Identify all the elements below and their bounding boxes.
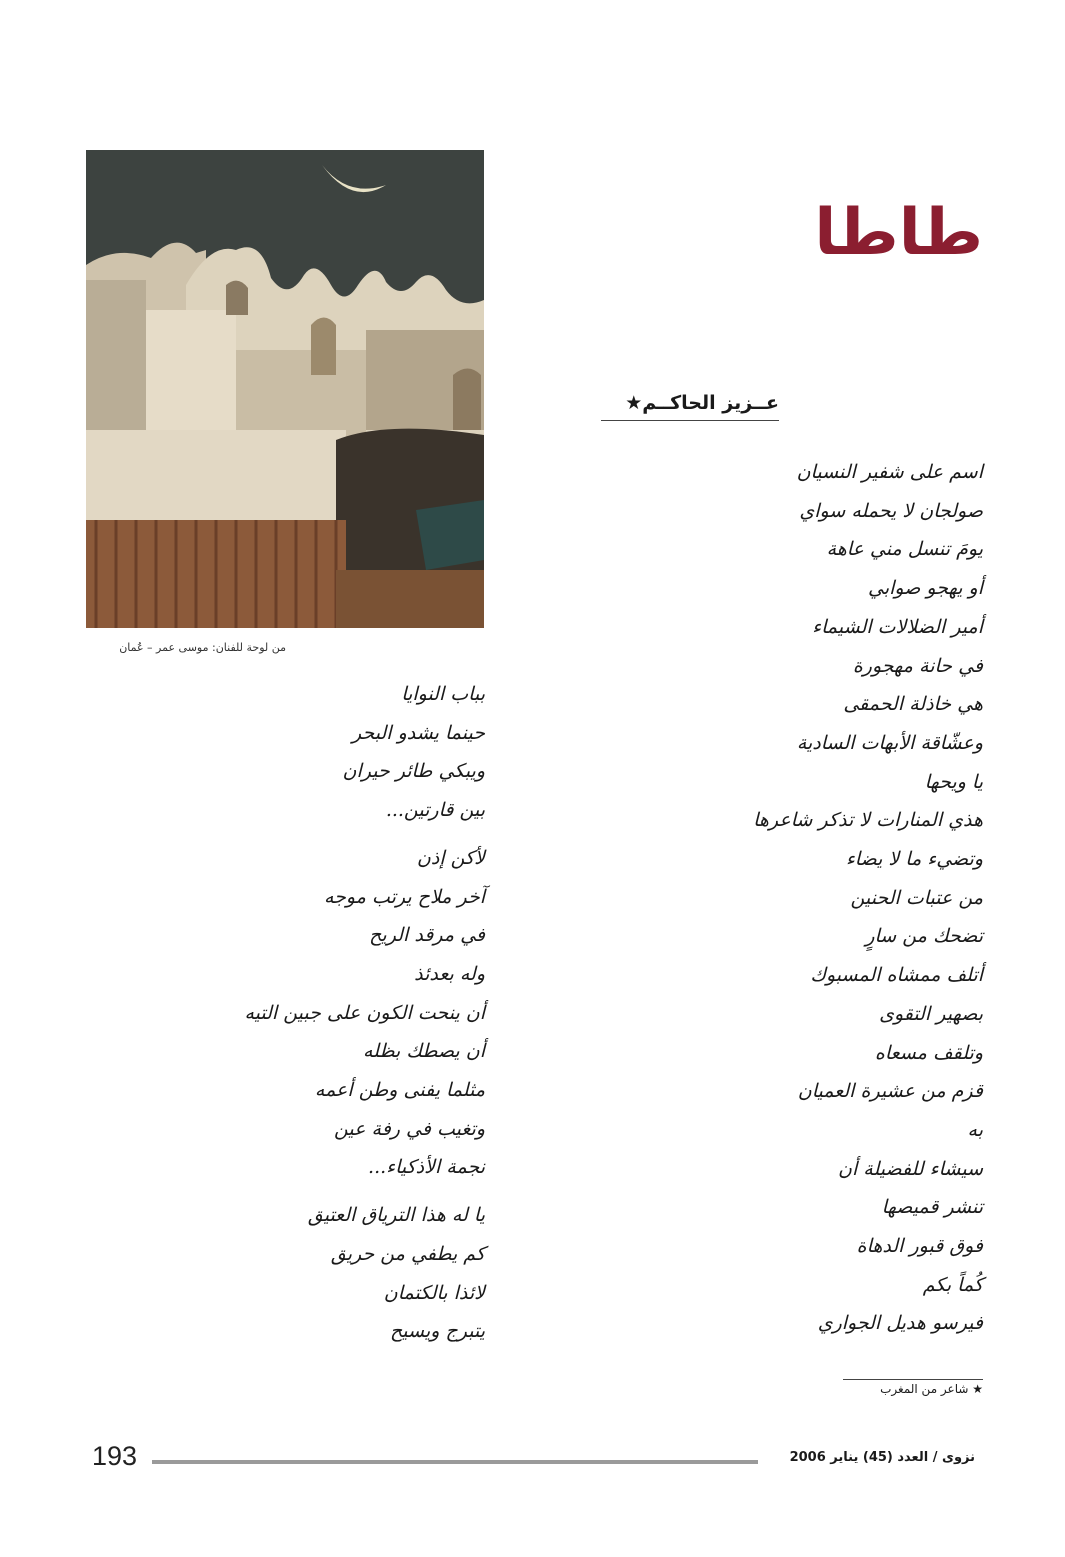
poem-line: لائذا بالكتمان xyxy=(383,1281,485,1304)
poem-line: يا ويحها xyxy=(924,770,983,793)
poem-line: فيرسو هديل الجواري xyxy=(817,1312,983,1335)
author-footnote: ★ شاعر من المغرب xyxy=(843,1379,983,1396)
poem-line: حينما يشدو البحر xyxy=(352,721,485,744)
poem-line: فوق قبور الدهاة xyxy=(856,1235,983,1258)
poem-line: يا له هذا الترياق العتيق xyxy=(307,1204,485,1227)
poem-line: هي خاذلة الحمقى xyxy=(843,693,983,716)
poem-line: بباب النوايا xyxy=(401,683,485,705)
poem-line: كُماً بكم xyxy=(922,1273,983,1296)
poem-line: وتغيب في رفة عين xyxy=(333,1117,485,1140)
poem-line: أن ينحت الكون على جبين التيه xyxy=(244,1001,485,1024)
page-number: 193 xyxy=(92,1441,138,1471)
poem-line: آخر ملاح يرتب موجه xyxy=(323,885,485,908)
poem-line: وله بعدئذ xyxy=(414,962,485,985)
poem-line: في حانة مهجورة xyxy=(852,654,983,677)
poem-line: مثلما يفنى وطن أعمه xyxy=(314,1079,485,1102)
poem-line: يتبرج ويسيح xyxy=(390,1320,485,1343)
poem-line: وتضيء ما لا يضاء xyxy=(845,848,983,871)
stanza-gap xyxy=(65,1187,485,1196)
poem-column-left xyxy=(65,675,485,1351)
poem-column-right xyxy=(563,453,983,1343)
author-name: عــزيز الحاكــم★ xyxy=(601,392,779,421)
poem-line: أمير الضلالات الشيماء xyxy=(812,615,983,638)
poem-line: سيشاء للفضيلة أن xyxy=(837,1157,983,1180)
poem-line: بين قارتين... xyxy=(385,799,485,822)
poem-line: اسم على شفير النسيان xyxy=(796,461,983,483)
poem-line: أن يصطك بظله xyxy=(362,1040,485,1063)
painting-image xyxy=(86,150,484,628)
poem-line: أتلف ممشاه المسبوك xyxy=(810,964,983,987)
poem-line: وعشّاقة الأبهات السادية xyxy=(796,731,983,754)
poem-line: قزم من عشيرة العميان xyxy=(797,1080,983,1103)
poem-title: طاطا xyxy=(814,196,983,270)
poem-line: تنشر قميصها xyxy=(881,1196,983,1219)
poem-line: يومَ تنسل مني عاهة xyxy=(826,538,983,561)
poem-line: لأكن إذن xyxy=(416,846,485,869)
poem-line: نجمة الأذكياء... xyxy=(368,1156,485,1179)
poem-line: من عتبات الحنين xyxy=(850,886,983,909)
poem-line: به xyxy=(967,1118,983,1141)
issue-info: نزوى / العدد (45) يناير 2006 xyxy=(789,1450,975,1465)
poem-line: بصهير التقوى xyxy=(879,1002,983,1025)
poem-line: تضحك من سارٍ xyxy=(865,925,983,948)
poem-line: وتلقف مسعاه xyxy=(874,1041,983,1064)
poem-line: في مرقد الريح xyxy=(369,924,485,947)
image-caption: من لوحة للفنان: موسى عمر – عُمان xyxy=(119,641,286,654)
poem-line: هذي المنارات لا تذكر شاعرها xyxy=(753,809,983,832)
poem-line: صولجان لا يحمله سواي xyxy=(799,499,983,522)
poem-line: ويبكي طائر حيران xyxy=(342,760,485,783)
poem-line: أو يهجو صوابي xyxy=(867,577,983,600)
footer-rule xyxy=(152,1460,758,1464)
stanza-gap xyxy=(65,830,485,839)
poem-line: كم يطفي من حريق xyxy=(330,1242,485,1265)
